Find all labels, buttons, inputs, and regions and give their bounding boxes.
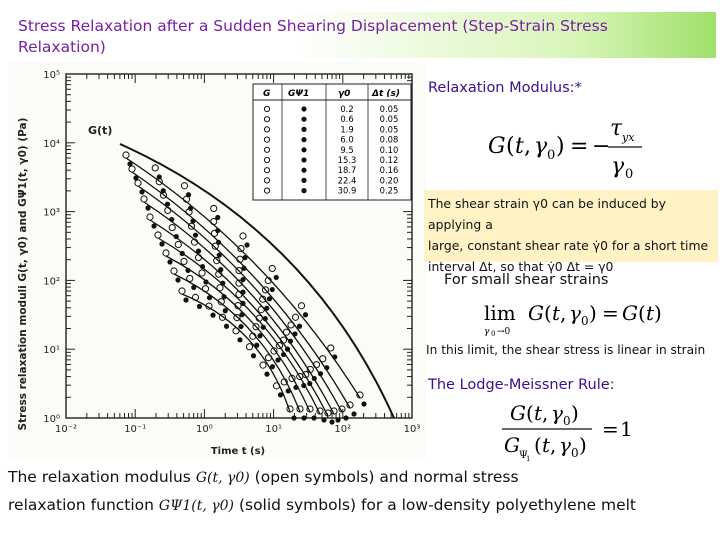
svg-text:=: =	[570, 134, 589, 159]
solid-symbol	[183, 297, 188, 302]
solid-symbol	[321, 417, 326, 422]
svg-text:0: 0	[625, 167, 634, 182]
caption-line2-math: GΨ1(t, γ0)	[158, 498, 235, 514]
open-symbol	[328, 345, 334, 351]
x-tick-label: 10⁻²	[54, 424, 78, 435]
solid-symbol	[216, 240, 221, 245]
solid-symbol	[244, 242, 249, 247]
y-tick-label: 10⁵	[43, 70, 60, 81]
open-symbol	[199, 270, 205, 276]
y-axis-label: Stress relaxation moduli G(t, γ0) and GΨ1(t, γ0) (Pa)	[17, 117, 29, 431]
legend-gamma-value: 18.7	[337, 165, 357, 176]
lodge-meissner-equation	[474, 398, 634, 464]
strain-note	[428, 193, 718, 277]
solid-symbol	[151, 223, 156, 228]
solid-symbol	[191, 285, 196, 290]
solid-symbol	[301, 415, 306, 420]
solid-symbol	[335, 417, 340, 422]
strain-note-line2: large, constant shear rate γ̇0 for a short time	[428, 238, 709, 253]
open-symbol	[211, 205, 217, 211]
solid-symbol	[286, 388, 291, 393]
open-symbol	[195, 254, 201, 260]
solid-symbol	[288, 339, 293, 344]
svg-text:γ: γ	[551, 401, 563, 425]
legend-solid-symbol	[301, 188, 306, 193]
x-tick-label: 10³	[403, 424, 421, 435]
strain-note-line1: The shear strain γ0 can be induced by applying a	[428, 196, 667, 232]
legend-dt-value: 0.08	[379, 134, 399, 145]
open-symbol	[171, 268, 177, 274]
small-strain-heading: For small shear strains	[444, 272, 609, 288]
svg-text:=: =	[602, 417, 619, 441]
solid-symbol	[238, 324, 243, 329]
solid-symbol	[207, 295, 212, 300]
legend-gamma-value: 0.2	[340, 104, 354, 114]
solid-symbol	[193, 233, 198, 238]
solid-symbol	[311, 415, 316, 420]
svg-text:1: 1	[526, 455, 531, 463]
open-symbol	[298, 303, 304, 309]
svg-text:γ: γ	[569, 301, 581, 325]
open-symbol	[269, 265, 275, 271]
open-symbol	[260, 362, 266, 368]
solid-symbol	[200, 264, 205, 269]
solid-symbol	[329, 419, 334, 424]
open-symbol	[246, 344, 252, 350]
svg-text:,: ,	[542, 401, 549, 425]
svg-text:G: G	[504, 433, 520, 457]
solid-symbol	[343, 415, 348, 420]
svg-text:G: G	[528, 301, 544, 325]
solid-symbol	[223, 308, 228, 313]
x-tick-label: 10²	[334, 424, 352, 435]
legend-gamma-value: 9.5	[340, 144, 354, 155]
legend-solid-symbol	[301, 157, 306, 162]
open-symbol	[187, 275, 193, 281]
solid-symbol	[169, 217, 174, 222]
x-tick-label: 10⁰	[196, 424, 213, 435]
solid-symbol	[292, 331, 297, 336]
relaxation-plot	[8, 62, 426, 460]
legend-dt-value: 0.05	[379, 124, 399, 135]
svg-text:γ: γ	[611, 154, 625, 179]
open-symbol	[181, 183, 187, 189]
legend-gamma-value: 15.3	[337, 155, 357, 165]
legend-gamma-value: 22.4	[337, 175, 357, 186]
solid-symbol	[332, 354, 337, 359]
svg-text:,: ,	[560, 301, 567, 325]
svg-text:0: 0	[571, 446, 579, 460]
relaxation-modulus-equation	[486, 113, 646, 183]
open-symbol	[129, 166, 135, 172]
svg-text:τ: τ	[610, 116, 623, 141]
legend-header-gamma: γ0	[338, 89, 351, 99]
caption-line2-end: (solid symbols) for a low-density polyethylene melt	[238, 496, 637, 514]
open-symbol	[179, 288, 185, 294]
legend-gamma-value: 30.9	[337, 185, 357, 196]
svg-text:): )	[571, 401, 579, 425]
legend-header-dt: Δt (s)	[372, 89, 400, 99]
legend-dt-value: 0.20	[379, 175, 399, 186]
solid-symbol	[203, 279, 208, 284]
limit-equation	[480, 294, 680, 340]
open-symbol	[233, 328, 239, 334]
open-symbol	[175, 241, 181, 247]
solid-symbol	[275, 357, 280, 362]
solid-symbol	[224, 324, 229, 329]
svg-text:=: =	[602, 301, 619, 325]
y-tick-label: 10⁰	[43, 414, 60, 425]
solid-symbol	[237, 337, 242, 342]
solid-symbol	[351, 411, 356, 416]
svg-text:1: 1	[620, 417, 633, 441]
legend-dt-value: 0.05	[379, 114, 399, 125]
legend-solid-symbol	[301, 137, 306, 142]
open-symbol	[147, 214, 153, 220]
legend-gamma-value: 0.6	[340, 114, 354, 125]
caption-line1-end: (open symbols) and normal stress	[254, 468, 519, 486]
caption-line2	[8, 496, 636, 514]
solid-symbol	[267, 296, 272, 301]
solid-symbol	[197, 304, 202, 309]
open-symbol	[292, 314, 298, 320]
x-axis-label: Time t (s)	[210, 446, 266, 457]
solid-symbol	[263, 316, 268, 321]
solid-symbol	[180, 251, 185, 256]
svg-text:(: (	[638, 301, 646, 325]
legend-solid-symbol	[301, 178, 306, 183]
solid-symbol	[318, 371, 323, 376]
solid-symbol	[307, 381, 312, 386]
svg-text:γ: γ	[484, 327, 490, 337]
solid-symbol	[167, 259, 172, 264]
solid-symbol	[185, 268, 190, 273]
open-symbol	[123, 152, 129, 158]
caption-line2-start: relaxation function	[8, 496, 154, 514]
solid-symbol	[188, 206, 193, 211]
legend-dt-value: 0.05	[379, 104, 399, 114]
open-symbol	[240, 233, 246, 239]
svg-text:t: t	[515, 134, 524, 159]
svg-text:t: t	[646, 301, 655, 325]
solid-symbol	[293, 385, 298, 390]
svg-text:): )	[579, 433, 587, 457]
solid-symbol	[264, 306, 269, 311]
open-symbol	[211, 230, 217, 236]
svg-text:lim: lim	[484, 301, 516, 325]
legend-table	[253, 84, 411, 200]
open-symbol	[135, 180, 141, 186]
solid-symbol	[257, 333, 262, 338]
svg-text:,: ,	[550, 433, 557, 457]
svg-text:): )	[654, 301, 662, 325]
legend-solid-symbol	[301, 106, 306, 111]
svg-text:−: −	[592, 134, 611, 159]
solid-symbol	[210, 313, 215, 318]
solid-symbol	[159, 241, 164, 246]
svg-text:G: G	[622, 301, 638, 325]
solid-symbol	[251, 353, 256, 358]
open-symbol	[202, 286, 208, 292]
open-symbol	[258, 307, 264, 313]
solid-symbol	[312, 376, 317, 381]
open-symbol	[169, 224, 175, 230]
open-symbol	[265, 355, 271, 361]
x-tick-label: 10⁻¹	[124, 424, 147, 435]
svg-text:t: t	[542, 433, 551, 457]
solid-symbol	[165, 202, 170, 207]
caption-line1-math: G(t, γ0)	[195, 470, 250, 486]
solid-symbol	[274, 275, 279, 280]
svg-text:,: ,	[524, 134, 531, 159]
legend-solid-symbol	[301, 168, 306, 173]
solid-symbol	[139, 189, 144, 194]
svg-text:0: 0	[491, 330, 496, 338]
solid-symbol	[285, 347, 290, 352]
y-tick-label: 10⁴	[43, 138, 60, 150]
svg-text:yx: yx	[622, 131, 635, 144]
caption-line1-start: The relaxation modulus	[8, 468, 191, 486]
caption-line1	[8, 468, 519, 486]
relaxation-modulus-heading: Relaxation Modulus:*	[428, 80, 582, 96]
legend-solid-symbol	[301, 147, 306, 152]
svg-text:(: (	[526, 401, 534, 425]
lodge-meissner-heading: The Lodge-Meissner Rule:	[428, 377, 615, 393]
svg-text:G: G	[488, 134, 506, 159]
solid-symbol	[324, 365, 329, 370]
solid-symbol	[361, 401, 366, 406]
open-symbol	[283, 329, 289, 335]
relaxation-curve	[132, 172, 350, 408]
solid-symbol	[303, 312, 308, 317]
svg-text:0: 0	[581, 314, 589, 328]
legend-dt-value: 0.10	[379, 144, 399, 155]
y-tick-label: 10³	[43, 207, 60, 219]
open-symbol	[152, 165, 158, 171]
strain-note-line3: interval Δt, so that γ̇0 Δt = γ0	[428, 259, 614, 274]
slide-title: Stress Relaxation after a Sudden Shearing Displacement (Step-Strain Stress Relaxation)	[18, 17, 608, 56]
legend-solid-symbol	[301, 127, 306, 132]
solid-symbol	[175, 277, 180, 282]
solid-symbol	[301, 383, 306, 388]
open-symbol	[181, 258, 187, 264]
open-symbol	[211, 218, 217, 224]
solid-symbol	[217, 253, 222, 258]
y-tick-label: 10¹	[43, 345, 60, 357]
legend-header-gpsi: GΨ1	[288, 89, 310, 99]
svg-text:→0: →0	[497, 327, 511, 337]
open-symbol	[155, 232, 161, 238]
linear-limit-note: In this limit, the shear stress is linear in strain	[426, 343, 706, 357]
open-symbol	[217, 285, 223, 291]
legend-solid-symbol	[301, 117, 306, 122]
open-symbol	[320, 356, 326, 362]
solid-symbol	[297, 324, 302, 329]
open-symbol	[288, 322, 294, 328]
legend-dt-value: 0.25	[379, 185, 399, 196]
legend-dt-value: 0.12	[379, 155, 399, 165]
svg-text:(: (	[506, 134, 515, 159]
legend-gamma-value: 1.9	[340, 124, 354, 135]
y-tick-label: 10²	[43, 276, 60, 288]
plot-svg	[8, 62, 426, 460]
x-tick-label: 10¹	[265, 424, 282, 435]
svg-text:γ: γ	[559, 433, 571, 457]
solid-symbol	[196, 249, 201, 254]
solid-symbol	[261, 325, 266, 330]
svg-text:G: G	[510, 401, 526, 425]
legend-dt-value: 0.16	[379, 165, 399, 176]
svg-text:(: (	[544, 301, 552, 325]
svg-text:(: (	[534, 433, 542, 457]
svg-text:γ: γ	[534, 134, 548, 159]
legend-gamma-value: 6.0	[340, 134, 354, 145]
curve-label: G(t)	[88, 124, 113, 137]
open-symbol	[273, 383, 279, 389]
svg-text:0: 0	[547, 148, 556, 163]
svg-text:t: t	[534, 401, 543, 425]
solid-symbol	[291, 415, 296, 420]
svg-text:0: 0	[563, 414, 571, 428]
solid-symbol	[264, 372, 269, 377]
solid-symbol	[281, 352, 286, 357]
svg-text:): )	[556, 134, 565, 159]
svg-text:): )	[589, 301, 597, 325]
relaxation-curve	[182, 294, 290, 412]
open-symbol	[163, 250, 169, 256]
open-symbol	[141, 196, 147, 202]
svg-text:t: t	[552, 301, 561, 325]
solid-symbol	[174, 234, 179, 239]
solid-symbol	[278, 392, 283, 397]
solid-symbol	[145, 205, 150, 210]
svg-text:Ψ: Ψ	[519, 450, 528, 461]
solid-symbol	[270, 287, 275, 292]
legend-header-g: G	[263, 89, 271, 99]
